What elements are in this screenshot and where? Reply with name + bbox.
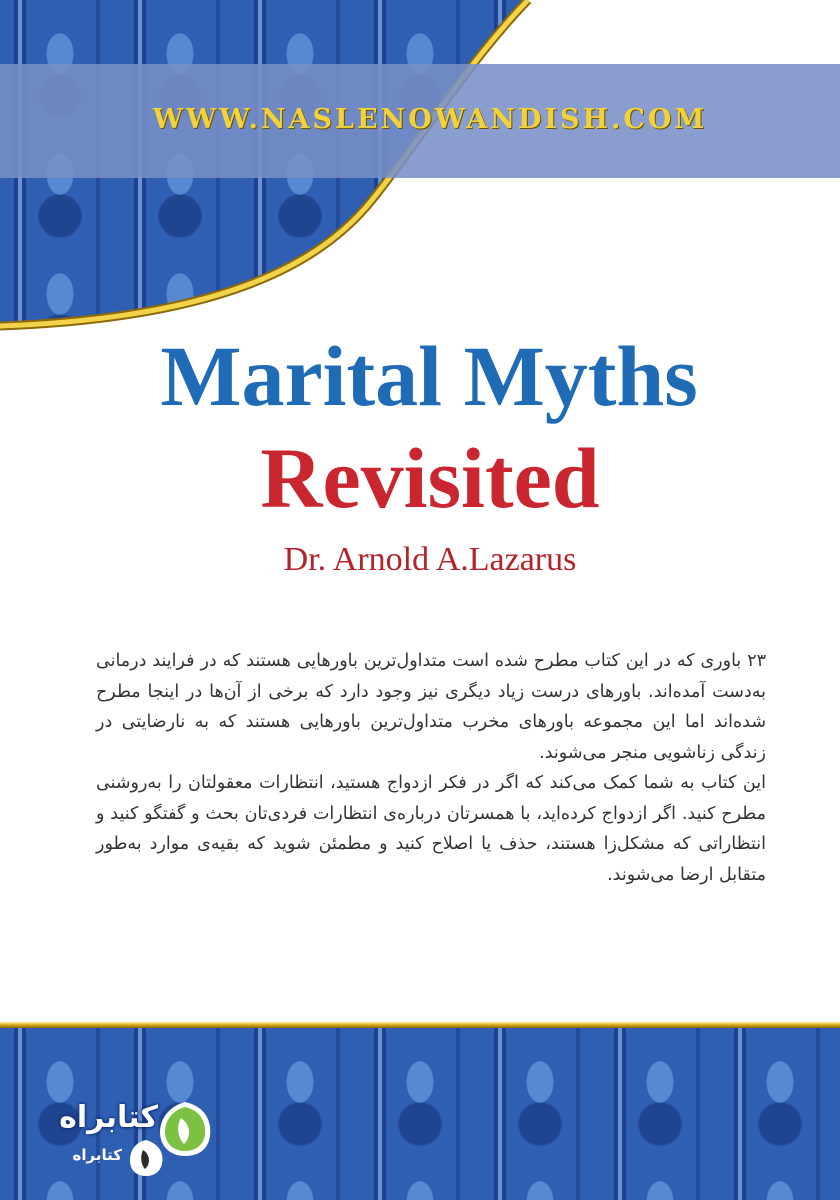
logo-name: کتابراه xyxy=(59,1100,158,1135)
book-title-line-1: Marital Myths xyxy=(160,328,698,424)
description-paragraph-2: این کتاب به شما کمک می‌کند که اگر در فکر ازدواج هستید، انتظارات معقولتان را به‌روشنی مطرح کنید. اگر ازدواج کرده‌اید، با همسرتان درباره‌ی انتظارات فردی‌تان بحث و گفتگو کنید و انتظاراتی که مشکل‌زا هستند، حذف یا اصلاح کنید و مطمئن شوید که بقیه‌ی موارد به‌طور متقابل ارضا می‌شوند. xyxy=(96,773,766,885)
logo-subtext: کتابراه xyxy=(72,1146,122,1164)
publisher-logo xyxy=(40,1098,216,1178)
book-description xyxy=(96,646,766,890)
small-leaf-icon xyxy=(126,1138,166,1178)
description-paragraph-1: ۲۳ باوری که در این کتاب مطرح شده است متداول‌ترین باورهایی هستند که در فرایند درمانی به‌دست آمده‌اند. باورهای درست زیاد دیگری نیز وجود دارد که برخی از آن‌ها در اینجا مطرح شده‌اند اما این مجموعه باورهای مخرب متداول‌ترین باورهایی هستند که به نارضایتی در زندگی زناشویی منجر می‌شوند. xyxy=(96,651,766,763)
website-url[interactable]: WWW.NASLENOWANDISH.COM xyxy=(152,104,708,135)
book-author: Dr. Arnold A.Lazarus xyxy=(283,541,577,578)
book-title-line-2: Revisited xyxy=(260,430,600,526)
